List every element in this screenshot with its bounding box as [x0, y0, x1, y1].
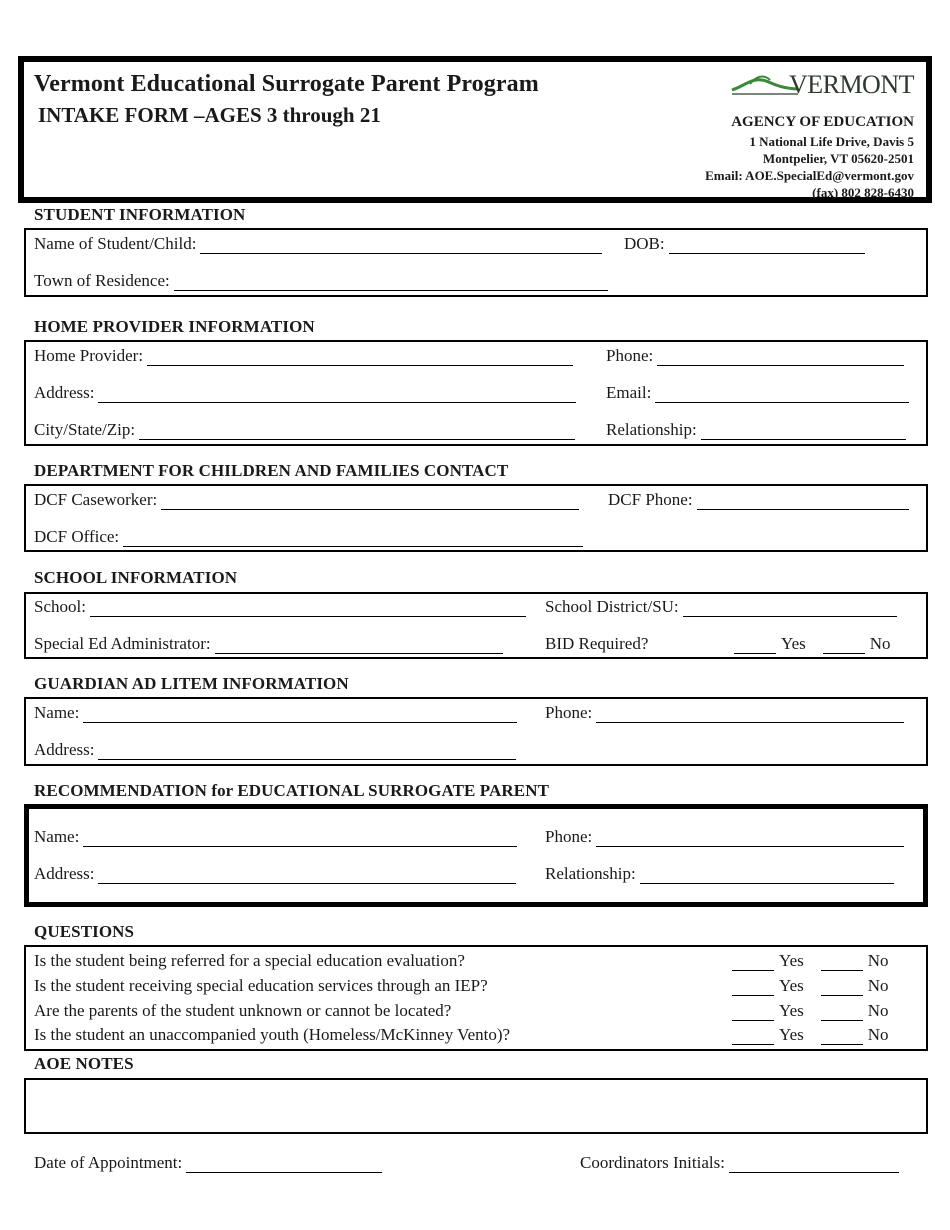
form-header [18, 56, 932, 203]
dcf-phone-label: DCF Phone: [608, 490, 693, 509]
bid-yes-blank[interactable] [734, 638, 776, 654]
home-city-label: City/State/Zip: [34, 420, 136, 439]
bid-no-blank[interactable] [823, 638, 865, 654]
recommend-phone-label: Phone: [545, 827, 593, 846]
school-section-title: SCHOOL INFORMATION [34, 568, 238, 587]
recommend-name-field[interactable] [34, 827, 517, 847]
gal-address-input-line[interactable] [98, 744, 516, 760]
question-2-no-blank[interactable] [821, 980, 863, 996]
agency-address-line1: 1 National Life Drive, Davis 5 [749, 134, 914, 149]
home-provider-input-line[interactable] [147, 350, 573, 366]
school-name-label: School: [34, 597, 86, 616]
gal-phone-input-line[interactable] [596, 707, 904, 723]
dcf-section-title: DEPARTMENT FOR CHILDREN AND FAMILIES CONTACT [34, 461, 509, 480]
question-4-yes-no [732, 1025, 889, 1045]
form-subtitle: INTAKE FORM –AGES 3 through 21 [38, 103, 381, 127]
home-phone-input-line[interactable] [657, 350, 904, 366]
form-title: Vermont Educational Surrogate Parent Program [34, 71, 539, 97]
appointment-date-input-line[interactable] [186, 1157, 382, 1173]
recommend-section-box [24, 804, 928, 907]
home-relationship-label: Relationship: [606, 420, 697, 439]
recommend-section-title: RECOMMENDATION for EDUCATIONAL SURROGATE PARENT [34, 781, 550, 800]
home-email-field[interactable] [606, 383, 909, 403]
question-3-no-blank[interactable] [821, 1005, 863, 1021]
gal-section-title: GUARDIAN AD LITEM INFORMATION [34, 674, 349, 693]
student-dob-input-line[interactable] [669, 238, 865, 254]
gal-name-input-line[interactable] [83, 707, 517, 723]
coordinator-initials-input-line[interactable] [729, 1157, 899, 1173]
recommend-phone-input-line[interactable] [596, 831, 904, 847]
sped-admin-label: Special Ed Administrator: [34, 634, 211, 653]
student-town-field[interactable] [34, 271, 608, 291]
question-3-yes-label: Yes [779, 1001, 804, 1020]
bid-yes-no [734, 634, 891, 654]
dcf-phone-field[interactable] [608, 490, 909, 510]
bid-no-label: No [869, 634, 891, 653]
home-address-input-line[interactable] [98, 387, 576, 403]
home-provider-label: Home Provider: [34, 346, 144, 365]
notes-box[interactable] [24, 1078, 928, 1134]
question-item: Is the student an unaccompanied youth (Homeless/McKinney Vento)? [34, 1025, 511, 1044]
bid-required-field [545, 634, 652, 654]
question-2-no-label: No [867, 976, 889, 995]
dcf-caseworker-field[interactable] [34, 490, 579, 510]
gal-name-field[interactable] [34, 703, 517, 723]
gal-address-label: Address: [34, 740, 95, 759]
gal-name-label: Name: [34, 703, 80, 722]
question-3-yes-blank[interactable] [732, 1005, 774, 1021]
appointment-date-field[interactable] [34, 1153, 382, 1173]
question-1-yes-blank[interactable] [732, 955, 774, 971]
student-name-field[interactable] [34, 234, 602, 254]
question-1-no-blank[interactable] [821, 955, 863, 971]
recommend-relationship-input-line[interactable] [640, 868, 894, 884]
question-3-yes-no [732, 1001, 889, 1021]
bid-required-label: BID Required? [545, 634, 649, 653]
dcf-caseworker-input-line[interactable] [161, 494, 579, 510]
gal-phone-label: Phone: [545, 703, 593, 722]
question-item: Is the student being referred for a special education evaluation? [34, 951, 465, 970]
school-name-input-line[interactable] [90, 601, 526, 617]
question-item: Is the student receiving special education services through an IEP? [34, 976, 488, 995]
notes-section-title: AOE NOTES [34, 1054, 134, 1073]
recommend-phone-field[interactable] [545, 827, 904, 847]
student-town-input-line[interactable] [174, 275, 608, 291]
agency-address-line2: Montpelier, VT 05620-2501 [762, 151, 914, 166]
home-provider-field[interactable] [34, 346, 573, 366]
dcf-office-field[interactable] [34, 527, 583, 547]
agency-contact-block [705, 112, 914, 201]
gal-address-field[interactable] [34, 740, 516, 760]
question-2-yes-label: Yes [779, 976, 804, 995]
home-section-title: HOME PROVIDER INFORMATION [34, 317, 315, 336]
agency-fax: (fax) 802 828-6430 [812, 185, 914, 200]
student-name-label: Name of Student/Child: [34, 234, 197, 253]
school-name-field[interactable] [34, 597, 526, 617]
agency-name: AGENCY OF EDUCATION [731, 114, 914, 130]
home-city-input-line[interactable] [139, 424, 575, 440]
recommend-name-input-line[interactable] [83, 831, 517, 847]
dcf-phone-input-line[interactable] [697, 494, 909, 510]
recommend-address-field[interactable] [34, 864, 516, 884]
question-2-yes-no [732, 976, 889, 996]
question-4-yes-label: Yes [779, 1025, 804, 1044]
gal-phone-field[interactable] [545, 703, 904, 723]
question-1-yes-label: Yes [779, 951, 804, 970]
questions-section-title: QUESTIONS [34, 922, 135, 941]
dcf-caseworker-label: DCF Caseworker: [34, 490, 158, 509]
dcf-office-input-line[interactable] [123, 531, 583, 547]
recommend-relationship-label: Relationship: [545, 864, 636, 883]
home-phone-field[interactable] [606, 346, 904, 366]
bid-yes-label: Yes [781, 634, 806, 653]
question-1-yes-no [732, 951, 889, 971]
logo-wordmark: VERMONT [788, 70, 914, 99]
agency-email: Email: AOE.SpecialEd@vermont.gov [705, 168, 914, 183]
sped-admin-field[interactable] [34, 634, 503, 654]
recommend-address-input-line[interactable] [98, 868, 516, 884]
sped-admin-input-line[interactable] [215, 638, 503, 654]
dcf-office-label: DCF Office: [34, 527, 120, 546]
student-dob-field[interactable] [624, 234, 865, 254]
appointment-date-label: Date of Appointment: [34, 1153, 183, 1172]
question-4-no-blank[interactable] [821, 1029, 863, 1045]
student-section-title: STUDENT INFORMATION [34, 205, 246, 224]
question-2-yes-blank[interactable] [732, 980, 774, 996]
question-1-no-label: No [867, 951, 889, 970]
student-dob-label: DOB: [624, 234, 665, 253]
question-item: Are the parents of the student unknown or cannot be located? [34, 1001, 452, 1020]
home-address-field[interactable] [34, 383, 576, 403]
home-phone-label: Phone: [606, 346, 654, 365]
school-district-field[interactable] [545, 597, 897, 617]
question-4-no-label: No [867, 1025, 889, 1044]
school-district-label: School District/SU: [545, 597, 679, 616]
question-3-no-label: No [867, 1001, 889, 1020]
home-email-input-line[interactable] [655, 387, 909, 403]
student-name-input-line[interactable] [200, 238, 602, 254]
home-relationship-input-line[interactable] [701, 424, 906, 440]
recommend-address-label: Address: [34, 864, 95, 883]
coordinator-initials-label: Coordinators Initials: [580, 1153, 725, 1172]
recommend-relationship-field[interactable] [545, 864, 894, 884]
student-town-label: Town of Residence: [34, 271, 170, 290]
home-address-label: Address: [34, 383, 95, 402]
home-relationship-field[interactable] [606, 420, 906, 440]
home-email-label: Email: [606, 383, 652, 402]
recommend-name-label: Name: [34, 827, 80, 846]
vermont-logo [730, 70, 914, 100]
coordinator-initials-field[interactable] [580, 1153, 899, 1173]
school-district-input-line[interactable] [683, 601, 897, 617]
home-city-field[interactable] [34, 420, 575, 440]
question-4-yes-blank[interactable] [732, 1029, 774, 1045]
